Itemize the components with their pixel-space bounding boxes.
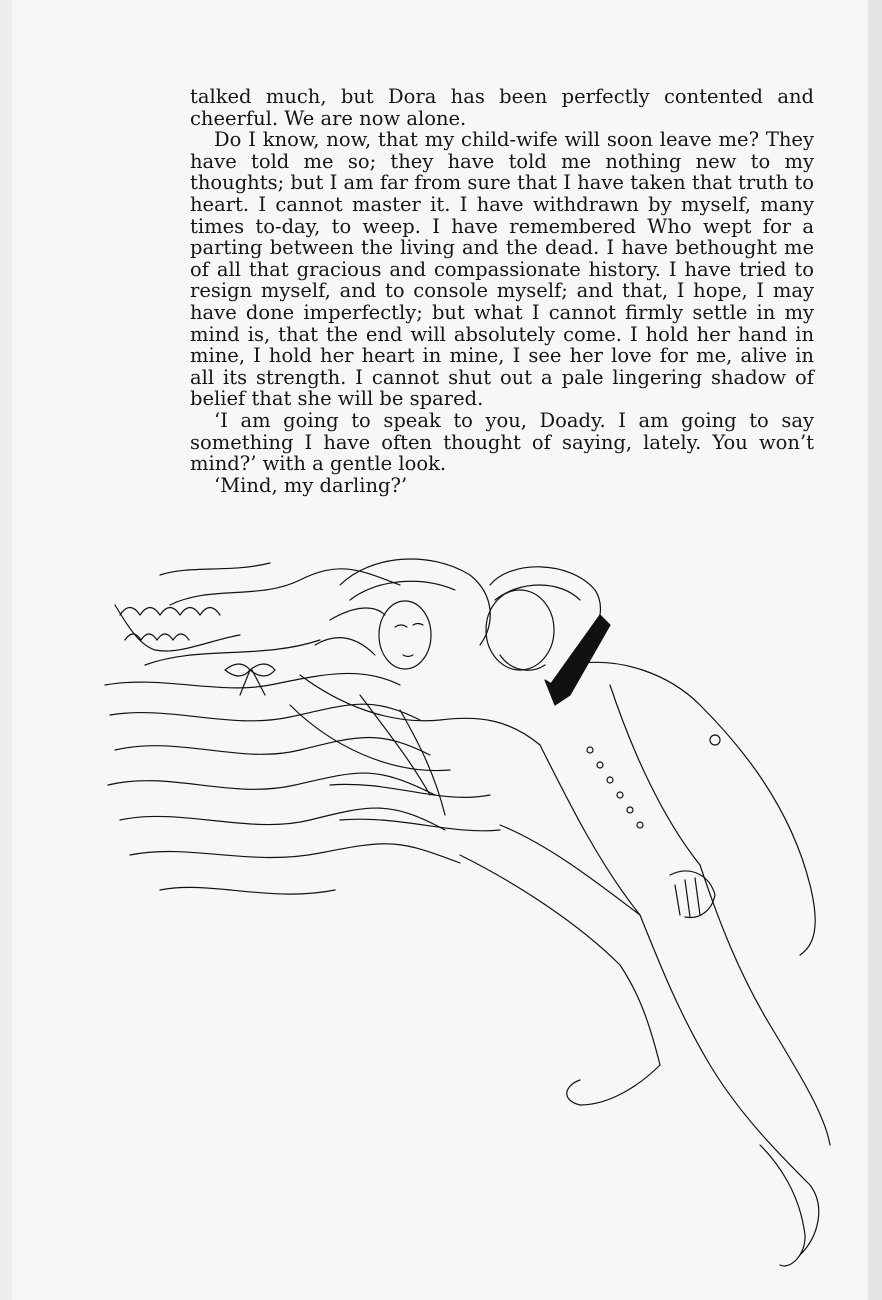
man-hair [495,585,580,600]
coat-outline [570,662,815,955]
man-hand-lower [685,880,690,917]
dress-outline [300,675,540,745]
woman-mouth [403,655,413,657]
body-text [190,86,814,496]
man-hand-lower [695,878,700,915]
woman-eye [395,625,407,627]
wave-line [130,844,460,863]
paragraph-4: ‘Mind, my darling?’ [214,473,408,497]
coat-outline [610,685,700,865]
woman-hair [350,581,455,600]
wave-line [108,773,435,795]
coat-button [627,807,633,813]
line-drawing-illustration [100,545,840,1280]
bow-ribbon [225,664,250,676]
paragraph-3: ‘I am going to speak to you, Doady. I am going to say something I have often thought of saying, lately. You won’t mind?’ with a gentle look. [190,408,814,476]
coat-button [607,777,613,783]
wave-line [170,569,400,605]
wave-line [160,563,270,575]
coat-outline [540,745,640,915]
coat-button [597,762,603,768]
coat-button [617,792,623,798]
man-hand-lower [675,885,680,915]
woman-face [379,601,431,669]
boot-outline [760,1145,805,1266]
wave-line [115,738,430,756]
dress-fold [400,710,445,815]
page-edge-right [868,0,882,1300]
paragraph-1: talked much, but Dora has been perfectly contented and cheerful. We are now alone. [190,85,814,130]
wave-line [120,808,445,830]
page-edge-left [0,0,12,1300]
paragraph-2: Do I know, now, that my child-wife will soon leave me? They have told me so; they have told me nothing new to my thoughts; but I am far from sure that I have taken that truth to heart. I cannot master it. I have withdrawn by myself, many times to-day, to weep. I have remembered Who wept for a parting between the living and the dead. I have bethought me of all that gracious and compassionate history. I have tried to resign myself, and to console myself; and that, I hope, I may have done imperfectly; but what I cannot firmly settle in my mind is, that the end will absolutely come. I hold her hand in mine, I hold her heart in mine, I see her love for me, alive in all its strength. I cannot shut out a pale lingering shadow of belief that she will be spared. [190,128,814,411]
man-head [486,590,554,670]
coat-button [710,735,720,745]
wave-line [340,819,500,831]
bow-ribbon [252,670,265,695]
coat-button [587,747,593,753]
wave-line [160,887,335,894]
leg-outline [500,825,640,915]
leg-outline [460,855,660,1065]
leg-outline [700,865,830,1145]
leg-outline [640,915,819,1255]
boot-outline [567,1065,660,1105]
wave-line [330,784,490,797]
woman-hair [315,638,375,655]
woman-eye [413,624,423,626]
man-hand [500,655,545,670]
collar-tie [550,615,610,695]
wave-line [105,673,400,687]
coat-button [637,822,643,828]
wave-line [145,640,320,665]
sleeve-ruffle [120,608,220,616]
woman-hair [330,608,385,620]
